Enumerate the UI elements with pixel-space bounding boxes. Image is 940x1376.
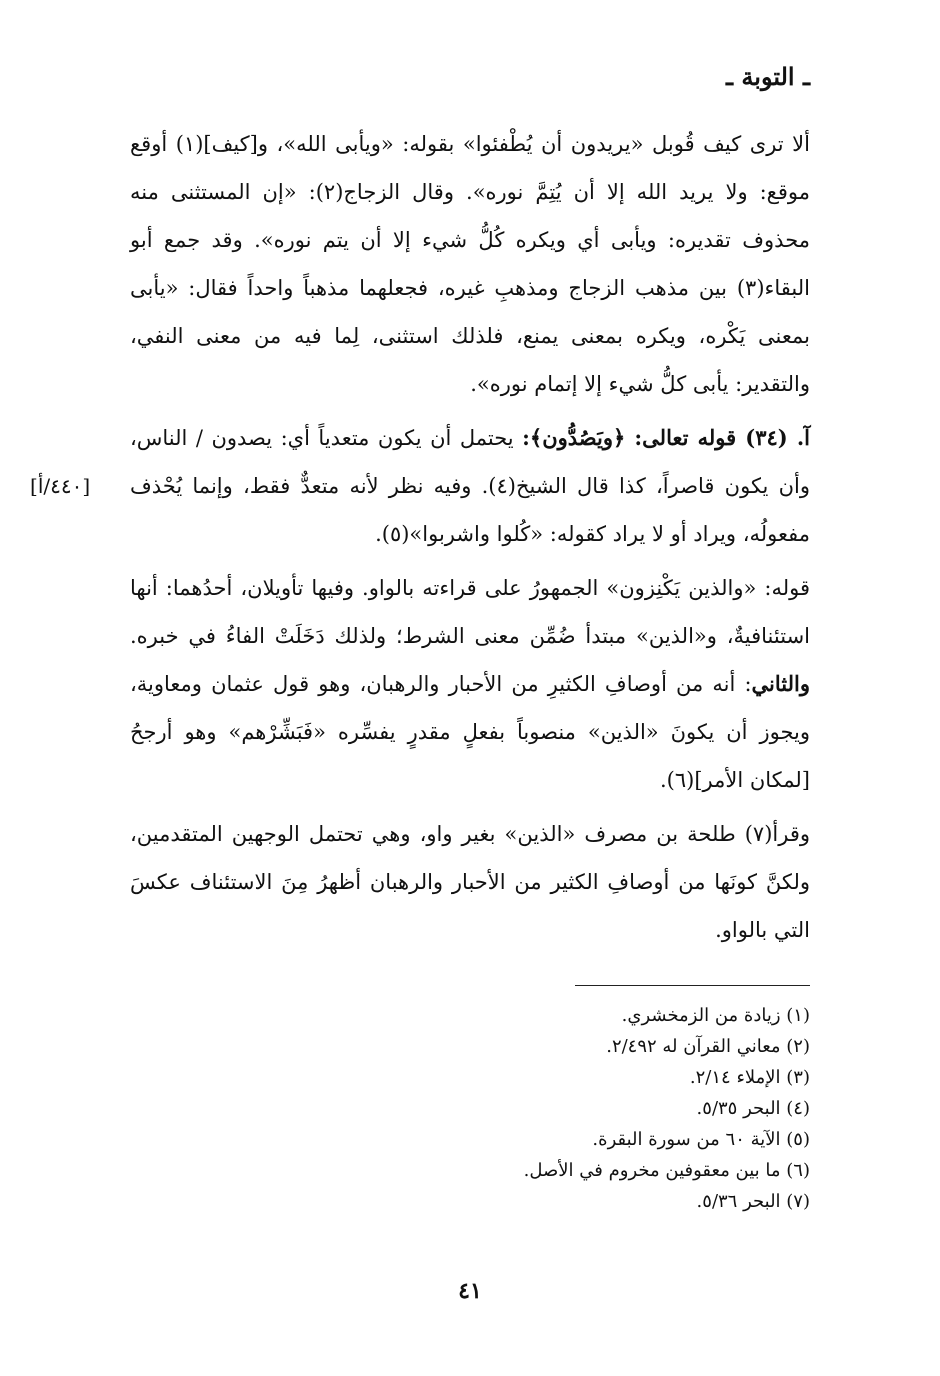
footnote-5: (٥) الآية ٦٠ من سورة البقرة. bbox=[592, 1129, 810, 1150]
paragraph-4: وقرأ(٧) طلحة بن مصرف «الذين» بغير واو، وهي تحتمل الوجهين المتقدمين، ولكنَّ كونَها من أوصافِ الكثير من الأحبار والرهبان أظهرُ مِنَ الاستئناف عكسَ التي بالواو. bbox=[130, 822, 810, 942]
manuscript-folio-note: [٤٤٠/أ] bbox=[30, 474, 91, 498]
paragraph-3-part-a: قوله: «والذين يَكْنِزون» الجمهورُ على قراءته بالواو. وفيها تأويلان، أحدُهما: أنها استئنافيةٌ، و«الذين» مبتدأ ضُمِّن معنى الشرط؛ ولذلك دَخَلَتْ الفاءُ في خبره. bbox=[130, 576, 810, 648]
footnote-separator bbox=[575, 985, 810, 986]
footnote-6: (٦) ما بين معقوفين مخروم في الأصل. bbox=[523, 1160, 810, 1181]
footnote-7: (٧) البحر ٥/٣٦. bbox=[696, 1191, 810, 1212]
main-text bbox=[130, 120, 810, 954]
page-number: ٤١ bbox=[458, 1278, 482, 1304]
footnotes bbox=[330, 1000, 810, 1217]
footnote-3: (٣) الإملاء ٢/١٤. bbox=[689, 1067, 810, 1088]
footnote-2: (٢) معاني القرآن له ٢/٤٩٢. bbox=[606, 1036, 810, 1057]
paragraph-3-part-b: : أنه من أوصافِ الكثيرِ من الأحبار والرهبان، وهو قول عثمان ومعاوية، ويجوز أن يكونَ «الذين» منصوباً بفعلٍ مقدرٍ يفسِّره «فَبَشِّرْهم» وهو أرجحُ [لمكان الأمر](٦). bbox=[130, 672, 810, 792]
paragraph-2-text: يحتمل أن يكون متعدياً أي: يصدون / الناس، وأن يكون قاصراً، كذا قال الشيخ(٤). وفيه نظر لأنه متعدٌّ فقط، وإنما يُحْذف مفعولُه، ويراد أو لا يراد كقوله: «كُلوا واشربوا»(٥). bbox=[130, 426, 810, 546]
paragraph-2 bbox=[130, 414, 810, 558]
paragraph-3-bold: والثاني bbox=[751, 671, 810, 696]
running-header: ـ التوبة ـ bbox=[726, 62, 810, 91]
verse-heading: آ. (٣٤) قوله تعالى: ﴿ويَصُدُّون﴾: bbox=[522, 425, 810, 450]
paragraph-3 bbox=[130, 564, 810, 804]
footnote-4: (٤) البحر ٥/٣٥. bbox=[696, 1098, 810, 1119]
paragraph-1: ألا ترى كيف قُوبل «يريدون أن يُطْفئوا» بقوله: «ويأبى الله»، و[كيف](١) أوقع موقع: ولا يريد الله إلا أن يُتِمَّ نوره». وقال الزجاج(٢): «إن المستثنى منه محذوف تقديره: ويأبى أي ويكره كُلُّ شيء إلا أن يتم نوره». وقد جمع أبو البقاء(٣) بين مذهب الزجاج ومذهبِ غيره، فجعلهما مذهباً واحداً فقال: «يأبى بمعنى يَكْره، ويكره بمعنى يمنع، فلذلك استثنى، لِما فيه من معنى النفي، والتقدير: يأبى كلُّ شيء إلا إتمام نوره». bbox=[130, 132, 810, 396]
footnote-1: (١) زيادة من الزمخشري. bbox=[621, 1005, 810, 1026]
